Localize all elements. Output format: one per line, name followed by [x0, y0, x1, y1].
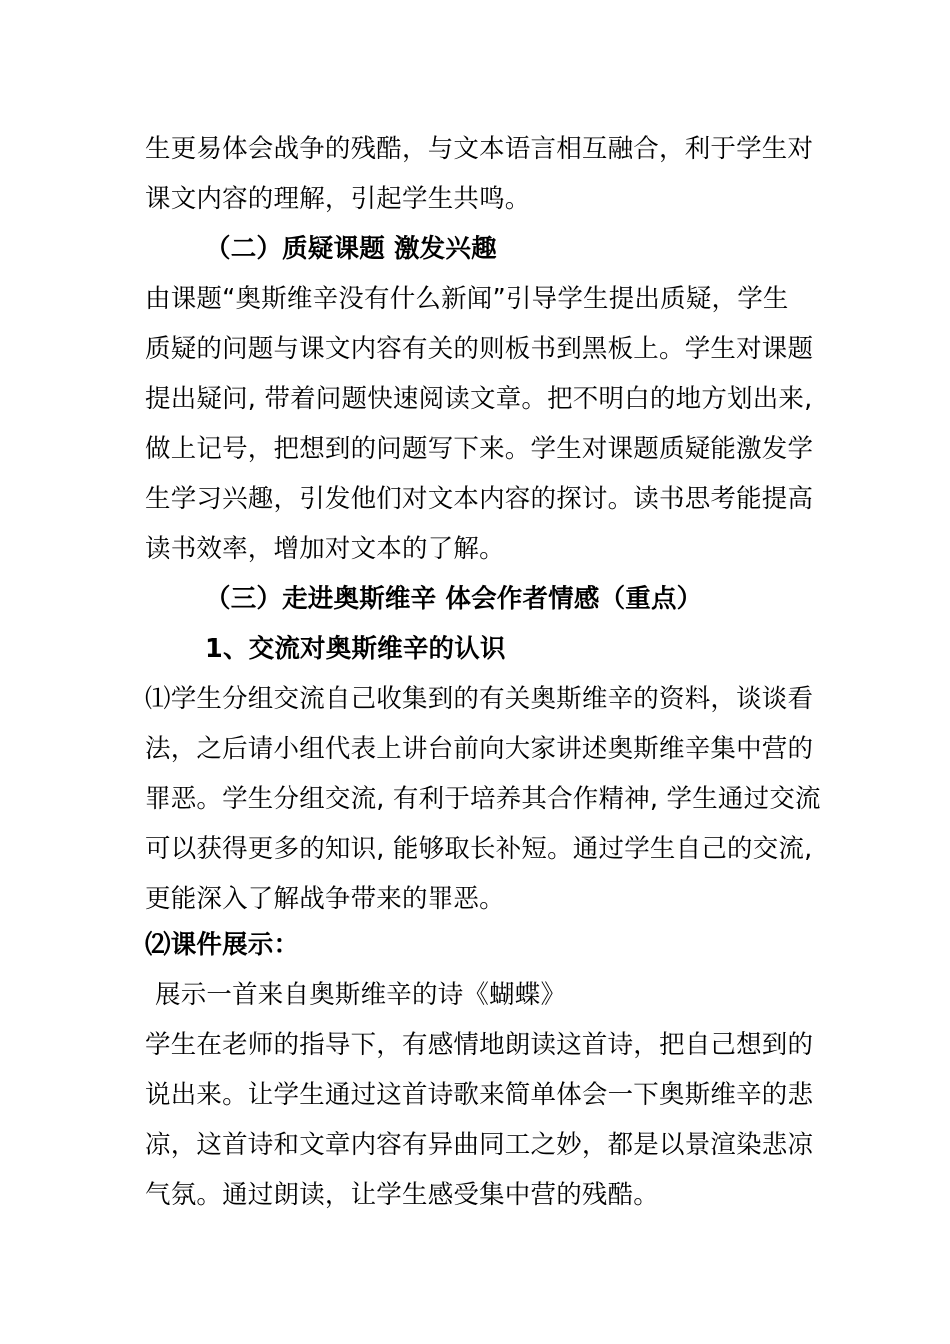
- paragraph-line: 学生在老师的指导下，有感情地朗读这首诗，把自己想到的: [145, 1030, 814, 1060]
- paragraph-line: 由课题“奥斯维辛没有什么新闻”引导学生提出质疑，学生: [145, 284, 789, 314]
- paragraph-line: 质疑的问题与课文内容有关的则板书到黑板上。学生对课题: [145, 334, 814, 364]
- paragraph-line: 罪恶。学生分组交流, 有利于培养其合作精神, 学生通过交流: [145, 784, 821, 814]
- subsection-heading: ⑵课件展示：: [145, 930, 300, 960]
- paragraph-line: 法，之后请小组代表上讲台前向大家讲述奥斯维辛集中营的: [145, 734, 814, 764]
- paragraph-line: 凉，这首诗和文章内容有异曲同工之妙，都是以景渲染悲凉: [145, 1130, 814, 1160]
- paragraph-line: 可以获得更多的知识, 能够取长补短。通过学生自己的交流,: [145, 834, 813, 864]
- paragraph-line: 提出疑问, 带着问题快速阅读文章。把不明白的地方划出来,: [145, 384, 813, 414]
- paragraph-line: 说出来。让学生通过这首诗歌来简单体会一下奥斯维辛的悲: [145, 1080, 814, 1110]
- subsection-heading: 1、交流对奥斯维辛的认识: [205, 634, 506, 664]
- section-heading: （二）质疑课题 激发兴趣: [205, 234, 497, 264]
- paragraph-line: 课文内容的理解，引起学生共鸣。: [145, 184, 531, 214]
- paragraph-line: 气氛。通过朗读，让学生感受集中营的残酷。: [145, 1180, 660, 1210]
- paragraph-line: 生学习兴趣，引发他们对文本内容的探讨。读书思考能提高: [145, 484, 814, 514]
- paragraph-line: 生更易体会战争的残酷，与文本语言相互融合，利于学生对: [145, 134, 814, 164]
- paragraph-line: 展示一首来自奥斯维辛的诗《蝴蝶》: [155, 980, 567, 1010]
- paragraph-line: ⑴学生分组交流自己收集到的有关奥斯维辛的资料，谈谈看: [145, 684, 814, 714]
- paragraph-line: 更能深入了解战争带来的罪恶。: [145, 884, 505, 914]
- paragraph-line: 做上记号，把想到的问题写下来。学生对课题质疑能激发学: [145, 434, 814, 464]
- paragraph-line: 读书效率，增加对文本的了解。: [145, 534, 505, 564]
- section-heading: （三）走进奥斯维辛 体会作者情感（重点）: [205, 584, 703, 614]
